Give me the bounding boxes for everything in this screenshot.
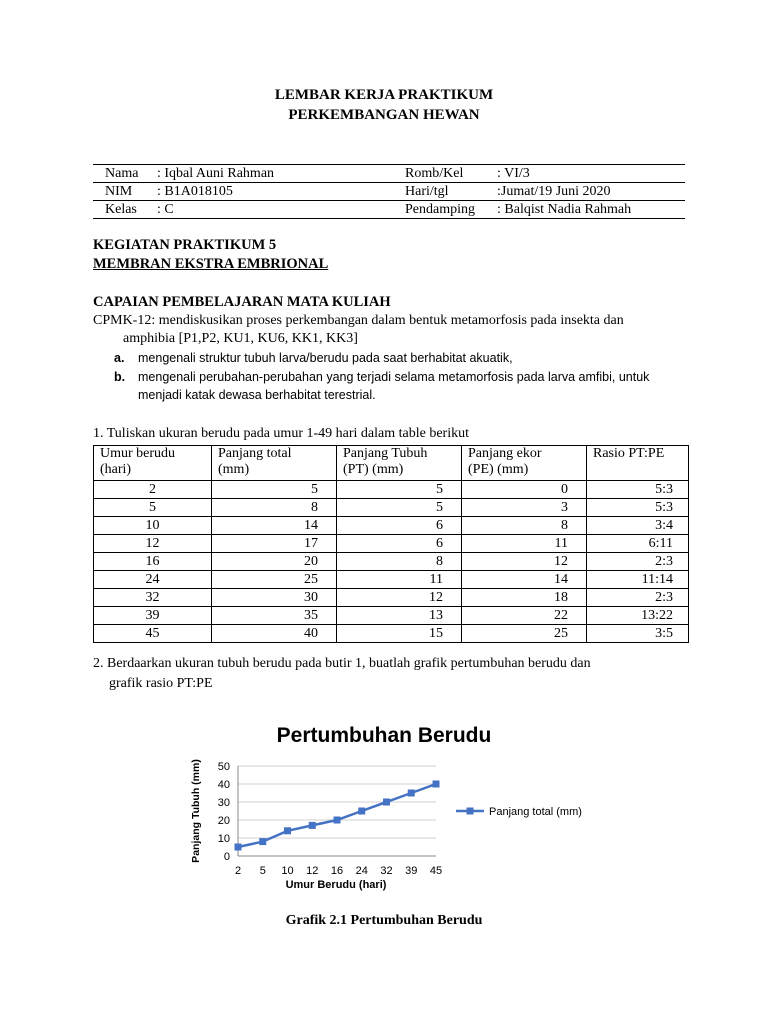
- table-cell: 12: [462, 553, 587, 571]
- table-cell: 11: [337, 571, 462, 589]
- table-cell: 6:11: [587, 535, 689, 553]
- table-row: [94, 553, 689, 571]
- question-1: 1. Tuliskan ukuran berudu pada umur 1-49 hari dalam table berikut: [93, 426, 469, 441]
- doc-title-line2: PERKEMBANGAN HEWAN: [288, 107, 480, 123]
- table-cell: 22: [462, 607, 587, 625]
- activity-title: KEGIATAN PRAKTIKUM 5: [93, 237, 277, 253]
- table-cell: 35: [212, 607, 337, 625]
- column-header: Panjang total (mm): [212, 446, 337, 481]
- data-point: [408, 790, 415, 797]
- table-cell: 45: [94, 625, 212, 643]
- list-marker: a.: [114, 351, 125, 365]
- table-cell: 5: [337, 481, 462, 499]
- table-cell: 17: [212, 535, 337, 553]
- y-tick-label: 50: [217, 761, 230, 773]
- y-axis-title: Panjang Tubuh (mm): [190, 759, 202, 863]
- column-header: Umur berudu (hari): [94, 446, 212, 481]
- table-cell: 10: [94, 517, 212, 535]
- table-cell: 25: [212, 571, 337, 589]
- table-cell: 5:3: [587, 499, 689, 517]
- x-tick-label: 16: [330, 865, 344, 877]
- identity-value: :Jumat/19 Juni 2020: [485, 183, 685, 201]
- table-cell: 3: [462, 499, 587, 517]
- x-axis-title: Umur Berudu (hari): [285, 879, 387, 891]
- legend-marker: [467, 808, 474, 815]
- y-tick-label: 10: [217, 833, 230, 845]
- question-2-line1: 2. Berdaarkan ukuran tubuh berudu pada butir 1, buatlah grafik pertumbuhan berudu dan: [93, 656, 591, 671]
- identity-value: : C: [145, 201, 393, 219]
- list-item: mengenali struktur tubuh larva/berudu pada saat berhabitat akuatik,: [138, 351, 513, 365]
- table-row: [94, 607, 689, 625]
- data-point: [235, 844, 242, 851]
- identity-value: : B1A018105: [145, 183, 393, 201]
- table-cell: 14: [462, 571, 587, 589]
- table-cell: 8: [462, 517, 587, 535]
- table-cell: 11: [462, 535, 587, 553]
- list-marker: b.: [114, 370, 126, 384]
- data-point: [309, 822, 316, 829]
- table-row: [94, 517, 689, 535]
- table-row: [94, 589, 689, 607]
- cpmk-line1: CPMK-12: mendiskusikan proses perkembangan dalam bentuk metamorfosis pada insekta dan: [93, 313, 624, 328]
- table-cell: 13: [337, 607, 462, 625]
- table-cell: 6: [337, 517, 462, 535]
- table-cell: 3:5: [587, 625, 689, 643]
- identity-key: Romb/Kel: [393, 165, 485, 183]
- table-cell: 5:3: [587, 481, 689, 499]
- list-item: mengenali perubahan-perubahan yang terjadi selama metamorfosis pada larva amfibi, untuk: [138, 370, 650, 384]
- table-cell: 20: [212, 553, 337, 571]
- table-cell: 2:3: [587, 553, 689, 571]
- question-2-line2: grafik rasio PT:PE: [109, 676, 213, 691]
- x-tick-label: 24: [355, 865, 368, 877]
- table-row: [94, 499, 689, 517]
- identity-row: [93, 201, 685, 219]
- identity-key: Pendamping: [393, 201, 485, 219]
- y-tick-label: 0: [223, 851, 230, 863]
- table-cell: 0: [462, 481, 587, 499]
- table-cell: 8: [337, 553, 462, 571]
- identity-key: Hari/tgl: [393, 183, 485, 201]
- y-tick-label: 40: [217, 779, 230, 791]
- table-row: [94, 481, 689, 499]
- table-row: [94, 571, 689, 589]
- activity-subtitle: MEMBRAN EKSTRA EMBRIONAL: [93, 256, 329, 272]
- legend-label: Panjang total (mm): [489, 806, 582, 818]
- data-point: [334, 817, 341, 824]
- table-cell: 39: [94, 607, 212, 625]
- growth-line-chart: [0, 750, 768, 900]
- data-point: [284, 827, 291, 834]
- table-row: [94, 625, 689, 643]
- data-point: [259, 838, 266, 845]
- doc-title-line1: LEMBAR KERJA PRAKTIKUM: [274, 87, 494, 103]
- table-cell: 32: [94, 589, 212, 607]
- table-cell: 5: [94, 499, 212, 517]
- table-header-row: [94, 446, 689, 481]
- identity-key: Kelas: [93, 201, 145, 219]
- identity-key: NIM: [93, 183, 145, 201]
- table-cell: 12: [94, 535, 212, 553]
- chart-title: Pertumbuhan Berudu: [276, 724, 492, 747]
- x-tick-label: 12: [306, 865, 319, 877]
- table-cell: 2: [94, 481, 212, 499]
- x-tick-label: 32: [380, 865, 393, 877]
- table-cell: 15: [337, 625, 462, 643]
- column-header: Rasio PT:PE: [587, 446, 689, 481]
- column-header: Panjang ekor (PE) (mm): [462, 446, 587, 481]
- identity-value: : Balqist Nadia Rahmah: [485, 201, 685, 219]
- chart-caption: Grafik 2.1 Pertumbuhan Berudu: [285, 913, 483, 928]
- cpmk-heading: CAPAIAN PEMBELAJARAN MATA KULIAH: [93, 294, 391, 310]
- x-tick-label: 10: [281, 865, 294, 877]
- table-cell: 25: [462, 625, 587, 643]
- table-cell: 14: [212, 517, 337, 535]
- identity-row: [93, 165, 685, 183]
- table-row: [94, 535, 689, 553]
- y-tick-label: 30: [217, 797, 230, 809]
- table-cell: 6: [337, 535, 462, 553]
- table-cell: 2:3: [587, 589, 689, 607]
- table-cell: 11:14: [587, 571, 689, 589]
- table-cell: 18: [462, 589, 587, 607]
- x-tick-label: 45: [429, 865, 443, 877]
- identity-key: Nama: [93, 165, 145, 183]
- table-cell: 5: [212, 481, 337, 499]
- table-cell: 3:4: [587, 517, 689, 535]
- table-cell: 24: [94, 571, 212, 589]
- identity-table: [93, 164, 685, 219]
- data-point: [433, 781, 440, 788]
- data-point: [383, 799, 390, 806]
- x-tick-label: 2: [234, 865, 242, 877]
- identity-value: : VI/3: [485, 165, 685, 183]
- table-cell: 8: [212, 499, 337, 517]
- y-tick-label: 20: [217, 815, 230, 827]
- x-tick-label: 5: [259, 865, 266, 877]
- table-cell: 5: [337, 499, 462, 517]
- data-point: [358, 808, 365, 815]
- column-header: Panjang Tubuh (PT) (mm): [337, 446, 462, 481]
- table-cell: 12: [337, 589, 462, 607]
- table-cell: 30: [212, 589, 337, 607]
- x-tick-label: 39: [405, 865, 418, 877]
- table-cell: 13:22: [587, 607, 689, 625]
- table-cell: 16: [94, 553, 212, 571]
- cpmk-line2: amphibia [P1,P2, KU1, KU6, KK1, KK3]: [123, 331, 358, 346]
- identity-row: [93, 183, 685, 201]
- identity-value: : Iqbal Auni Rahman: [145, 165, 393, 183]
- table-cell: 40: [212, 625, 337, 643]
- list-item-continued: menjadi katak dewasa berhabitat terestrial.: [138, 388, 376, 402]
- tadpole-size-table: [93, 445, 689, 643]
